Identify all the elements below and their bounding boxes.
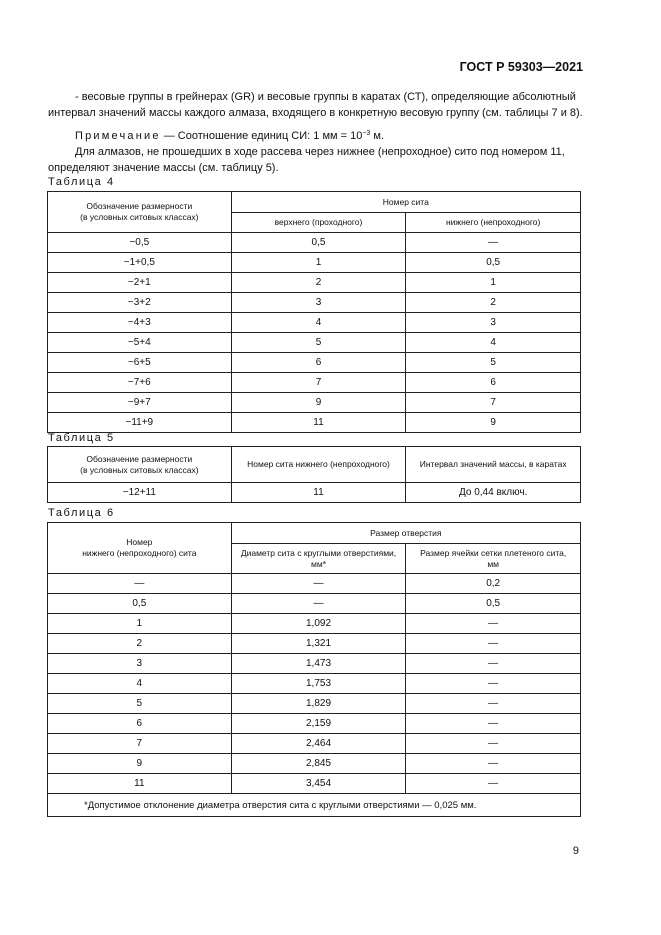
table6-cell: — <box>406 614 581 634</box>
table6-cell: — <box>231 594 406 614</box>
table4-cell: 4 <box>406 333 581 353</box>
table6-row <box>48 594 581 614</box>
table6-cell: — <box>406 734 581 754</box>
table4-cell: −3+2 <box>48 293 232 313</box>
table6-cell: 1,829 <box>231 694 406 714</box>
table6-row <box>48 654 581 674</box>
table4-cell: 3 <box>231 293 406 313</box>
table6-cell: 6 <box>48 714 232 734</box>
table6-cell: 2,464 <box>231 734 406 754</box>
table4-row <box>48 413 581 433</box>
table6-cell: 1 <box>48 614 232 634</box>
table6-cell: — <box>406 774 581 794</box>
table4-col2-header: верхнего (проходного) <box>231 213 406 233</box>
table6-cell: 3 <box>48 654 232 674</box>
table4-row <box>48 273 581 293</box>
table4-body <box>48 233 581 433</box>
table4-row <box>48 373 581 393</box>
paragraph-table5-ref: Для алмазов, не прошедших в ходе рассева через нижнее (непроходное) сито под номером 11, определяют значение массы (см. таблицу 5). <box>48 146 565 174</box>
table6-cell: 11 <box>48 774 232 794</box>
table4-cell: −5+4 <box>48 333 232 353</box>
table5-cell: До 0,44 включ. <box>406 483 581 503</box>
table4-cell: 6 <box>231 353 406 373</box>
table4-cell: — <box>406 233 581 253</box>
table4-cell: 2 <box>231 273 406 293</box>
table-6 <box>47 522 581 817</box>
table6-cell: 9 <box>48 754 232 774</box>
table4-cell: 1 <box>231 253 406 273</box>
table4-col3-header: нижнего (непроходного) <box>406 213 581 233</box>
table6-cell: 2 <box>48 634 232 654</box>
table6-cell: 1,753 <box>231 674 406 694</box>
table4-cell: 0,5 <box>231 233 406 253</box>
table4-row <box>48 333 581 353</box>
table6-cell: 1,092 <box>231 614 406 634</box>
table6-row <box>48 754 581 774</box>
note <box>75 126 615 144</box>
table4-row <box>48 313 581 333</box>
table4-cell: 1 <box>406 273 581 293</box>
table6-row <box>48 774 581 794</box>
table4-row <box>48 233 581 253</box>
table4-col1-header: Обозначение размерности (в условных ситовых классах) <box>48 192 232 233</box>
note-label: Примечание <box>75 130 161 142</box>
table5-row <box>48 483 581 503</box>
table5-col1-header: Обозначение размерности (в условных ситовых классах) <box>48 447 232 483</box>
table4-cell: −2+1 <box>48 273 232 293</box>
table4-group-header: Номер сита <box>231 192 580 213</box>
table6-row <box>48 614 581 634</box>
table6-cell: — <box>406 674 581 694</box>
table4-cell: −11+9 <box>48 413 232 433</box>
table6-cell: — <box>406 634 581 654</box>
note-exponent: −3 <box>362 130 371 137</box>
standard-number: ГОСТ Р 59303—2021 <box>459 60 583 74</box>
table6-row <box>48 714 581 734</box>
table4-cell: 9 <box>406 413 581 433</box>
table4-cell: −1+0,5 <box>48 253 232 273</box>
table-5 <box>47 446 581 503</box>
table6-cell: 0,5 <box>406 594 581 614</box>
table6-row <box>48 574 581 594</box>
table4-cell: 5 <box>231 333 406 353</box>
note-tail: м. <box>370 130 385 142</box>
table4-cell: 5 <box>406 353 581 373</box>
table4-cell: −9+7 <box>48 393 232 413</box>
table4-row <box>48 393 581 413</box>
table6-col3-header: Размер ячейки сетки плетеного сита, мм <box>406 544 581 574</box>
table-4 <box>47 191 581 433</box>
table6-footnote: *Допустимое отклонение диаметра отверстия сита с круглыми отверстиями — 0,025 мм. <box>48 794 581 817</box>
table4-row <box>48 353 581 373</box>
table5-caption: Таблица 5 <box>48 432 115 444</box>
note-text: — Соотношение единиц СИ: 1 мм = 10 <box>160 130 363 142</box>
table4-cell: −7+6 <box>48 373 232 393</box>
table6-cell: 5 <box>48 694 232 714</box>
table4-cell: 3 <box>406 313 581 333</box>
table6-body <box>48 574 581 794</box>
page-number: 9 <box>572 845 579 857</box>
table6-cell: 1,321 <box>231 634 406 654</box>
table6-cell: 3,454 <box>231 774 406 794</box>
table6-cell: 2,159 <box>231 714 406 734</box>
table4-cell: 2 <box>406 293 581 313</box>
table6-cell: 1,473 <box>231 654 406 674</box>
table4-row <box>48 253 581 273</box>
table4-caption: Таблица 4 <box>48 176 115 188</box>
table6-cell: — <box>406 694 581 714</box>
table6-cell: 2,845 <box>231 754 406 774</box>
table6-cell: 4 <box>48 674 232 694</box>
table6-row <box>48 634 581 654</box>
table6-cell: — <box>231 574 406 594</box>
table6-cell: 0,2 <box>406 574 581 594</box>
table5-cell: 11 <box>231 483 406 503</box>
table5-col3-header: Интервал значений массы, в каратах <box>406 447 581 483</box>
table5-col2-header: Номер сита нижнего (непроходного) <box>231 447 406 483</box>
table6-row <box>48 674 581 694</box>
paragraph-weight-groups: - весовые группы в грейнерах (GR) и весовые группы в каратах (СТ), определяющие абсолютный интервал значений массы каждого алмаза, входящего в конкретную весовую группу (см. таблицы 7 и 8). <box>48 91 583 119</box>
table4-cell: 6 <box>406 373 581 393</box>
table4-cell: 0,5 <box>406 253 581 273</box>
table4-cell: −4+3 <box>48 313 232 333</box>
table6-caption: Таблица 6 <box>48 507 115 519</box>
table6-cell: — <box>406 714 581 734</box>
table4-cell: 9 <box>231 393 406 413</box>
table6-cell: 0,5 <box>48 594 232 614</box>
table4-cell: 7 <box>406 393 581 413</box>
table4-cell: 11 <box>231 413 406 433</box>
table4-row <box>48 293 581 313</box>
table4-cell: 7 <box>231 373 406 393</box>
table6-cell: — <box>48 574 232 594</box>
table6-cell: 7 <box>48 734 232 754</box>
table6-col2-header: Диаметр сита с круглыми отверстиями, мм* <box>231 544 406 574</box>
table4-cell: 4 <box>231 313 406 333</box>
table6-cell: — <box>406 754 581 774</box>
table6-row <box>48 734 581 754</box>
table4-cell: −0,5 <box>48 233 232 253</box>
table6-row <box>48 694 581 714</box>
table5-body <box>48 483 581 503</box>
table6-col1-header: Номер нижнего (непроходного) сита <box>48 523 232 574</box>
table4-cell: −6+5 <box>48 353 232 373</box>
table6-cell: — <box>406 654 581 674</box>
table5-cell: −12+11 <box>48 483 232 503</box>
table6-group-header: Размер отверстия <box>231 523 580 544</box>
